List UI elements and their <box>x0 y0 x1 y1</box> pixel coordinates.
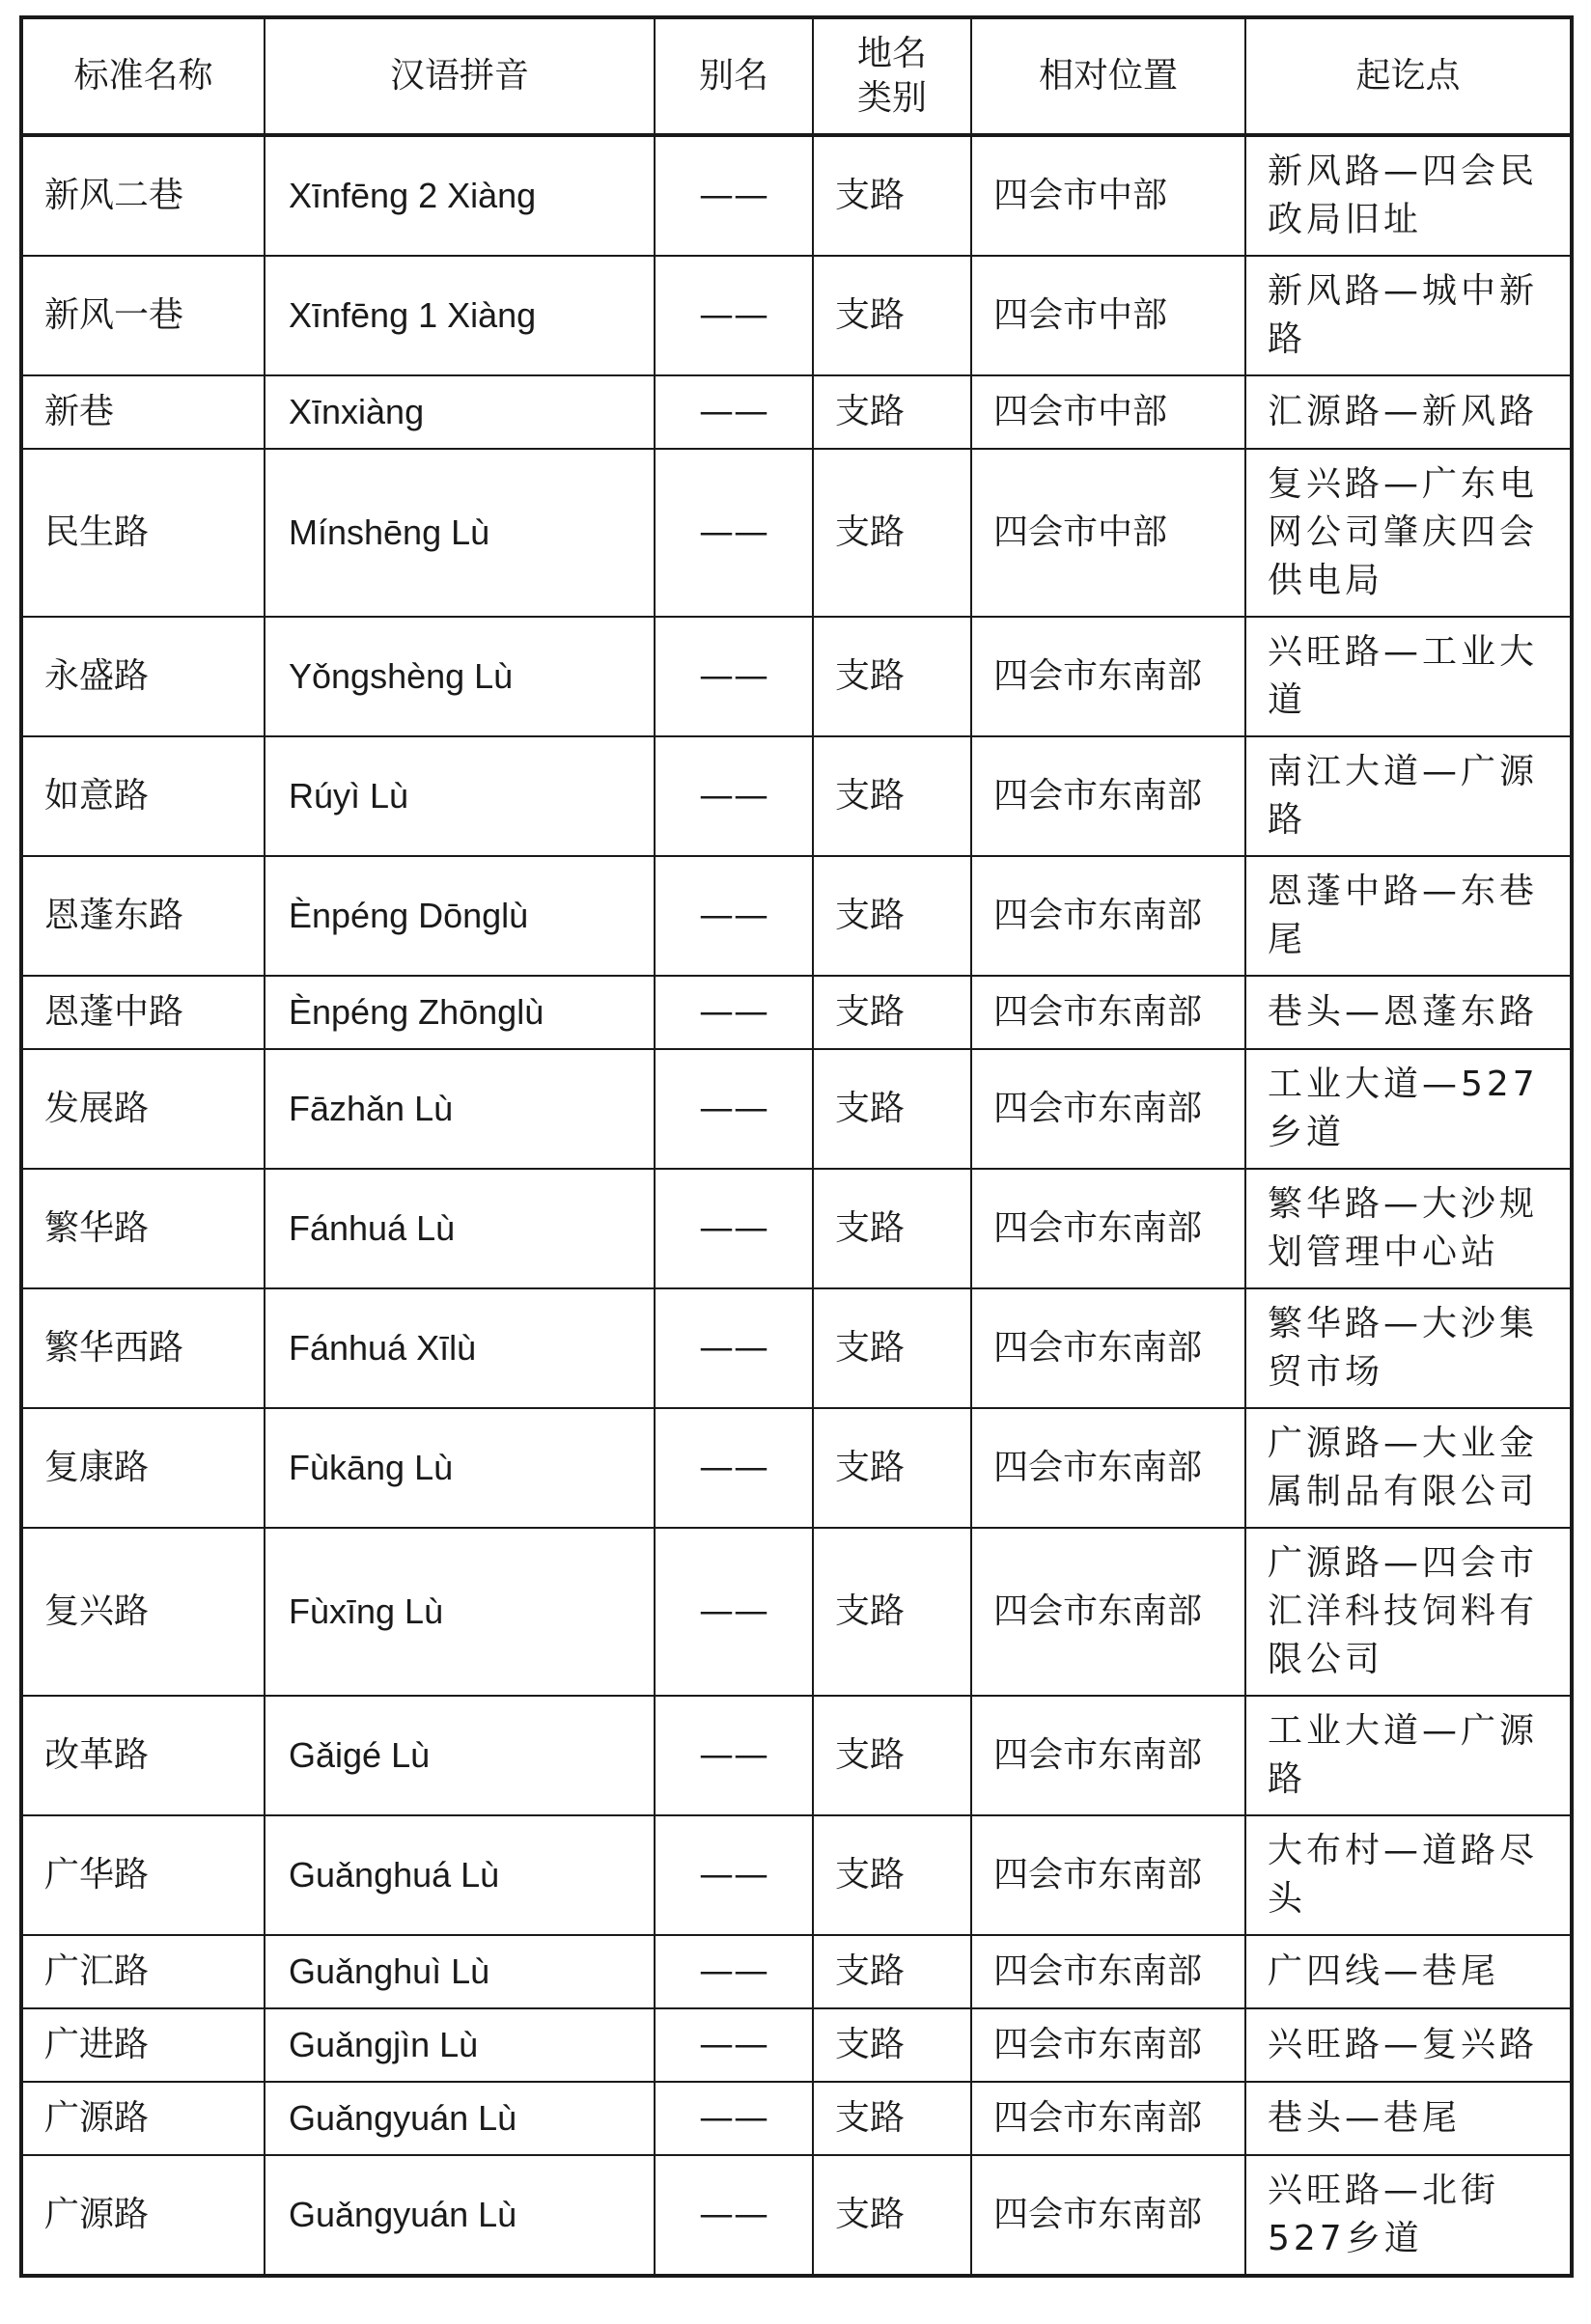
cell-standard-name: 新巷 <box>21 375 265 449</box>
cell-category: 支路 <box>813 1049 971 1169</box>
cell-alias: —— <box>655 1169 813 1288</box>
cell-position: 四会市东南部 <box>971 856 1245 976</box>
header-pinyin: 汉语拼音 <box>265 17 655 135</box>
cell-range: 巷头—巷尾 <box>1245 2082 1572 2155</box>
cell-alias: —— <box>655 856 813 976</box>
cell-category: 支路 <box>813 1815 971 1935</box>
cell-position: 四会市中部 <box>971 449 1245 617</box>
cell-alias: —— <box>655 256 813 375</box>
cell-range: 广源路—大业金属制品有限公司 <box>1245 1408 1572 1528</box>
cell-range: 新风路—城中新路 <box>1245 256 1572 375</box>
cell-position: 四会市中部 <box>971 256 1245 375</box>
cell-position: 四会市东南部 <box>971 1815 1245 1935</box>
cell-pinyin: Fāzhǎn Lù <box>265 1049 655 1169</box>
cell-category: 支路 <box>813 2155 971 2276</box>
table-row <box>21 135 1572 256</box>
cell-alias: —— <box>655 1696 813 1815</box>
cell-range: 复兴路—广东电网公司肇庆四会供电局 <box>1245 449 1572 617</box>
cell-alias: —— <box>655 976 813 1049</box>
cell-range: 兴旺路—北街527乡道 <box>1245 2155 1572 2276</box>
cell-position: 四会市东南部 <box>971 1935 1245 2008</box>
header-alias: 别名 <box>655 17 813 135</box>
cell-position: 四会市东南部 <box>971 2155 1245 2276</box>
cell-standard-name: 永盛路 <box>21 617 265 736</box>
table-row <box>21 1288 1572 1408</box>
cell-pinyin: Guǎngyuán Lù <box>265 2082 655 2155</box>
cell-standard-name: 恩蓬东路 <box>21 856 265 976</box>
cell-pinyin: Rúyì Lù <box>265 736 655 856</box>
cell-category: 支路 <box>813 256 971 375</box>
cell-range: 恩蓬中路—东巷尾 <box>1245 856 1572 976</box>
cell-position: 四会市东南部 <box>971 1169 1245 1288</box>
cell-range: 工业大道—527乡道 <box>1245 1049 1572 1169</box>
cell-standard-name: 新风一巷 <box>21 256 265 375</box>
cell-position: 四会市东南部 <box>971 1528 1245 1696</box>
cell-pinyin: Mínshēng Lù <box>265 449 655 617</box>
header-standard-name: 标准名称 <box>21 17 265 135</box>
table-row <box>21 617 1572 736</box>
cell-category: 支路 <box>813 1935 971 2008</box>
cell-standard-name: 改革路 <box>21 1696 265 1815</box>
header-category: 地名 类别 <box>813 17 971 135</box>
cell-pinyin: Xīnfēng 1 Xiàng <box>265 256 655 375</box>
cell-range: 南江大道—广源路 <box>1245 736 1572 856</box>
table-row <box>21 1049 1572 1169</box>
cell-alias: —— <box>655 1815 813 1935</box>
table-row <box>21 976 1572 1049</box>
cell-range: 广源路—四会市汇洋科技饲料有限公司 <box>1245 1528 1572 1696</box>
cell-category: 支路 <box>813 976 971 1049</box>
cell-standard-name: 广源路 <box>21 2082 265 2155</box>
cell-alias: —— <box>655 1288 813 1408</box>
table-body <box>21 135 1572 2276</box>
cell-alias: —— <box>655 2155 813 2276</box>
table-row <box>21 736 1572 856</box>
cell-standard-name: 发展路 <box>21 1049 265 1169</box>
cell-pinyin: Fánhuá Lù <box>265 1169 655 1288</box>
cell-range: 大布村—道路尽头 <box>1245 1815 1572 1935</box>
cell-standard-name: 繁华西路 <box>21 1288 265 1408</box>
cell-standard-name: 复兴路 <box>21 1528 265 1696</box>
cell-position: 四会市东南部 <box>971 617 1245 736</box>
table-row <box>21 856 1572 976</box>
cell-standard-name: 复康路 <box>21 1408 265 1528</box>
cell-range: 汇源路—新风路 <box>1245 375 1572 449</box>
header-range: 起讫点 <box>1245 17 1572 135</box>
cell-range: 繁华路—大沙集贸市场 <box>1245 1288 1572 1408</box>
cell-standard-name: 恩蓬中路 <box>21 976 265 1049</box>
cell-alias: —— <box>655 1408 813 1528</box>
cell-standard-name: 广进路 <box>21 2008 265 2082</box>
cell-category: 支路 <box>813 856 971 976</box>
cell-pinyin: Guǎnghuá Lù <box>265 1815 655 1935</box>
cell-alias: —— <box>655 617 813 736</box>
cell-alias: —— <box>655 449 813 617</box>
cell-pinyin: Ènpéng Dōnglù <box>265 856 655 976</box>
cell-category: 支路 <box>813 1528 971 1696</box>
cell-alias: —— <box>655 736 813 856</box>
table-row <box>21 1815 1572 1935</box>
cell-category: 支路 <box>813 375 971 449</box>
cell-range: 兴旺路—复兴路 <box>1245 2008 1572 2082</box>
cell-alias: —— <box>655 2082 813 2155</box>
cell-alias: —— <box>655 375 813 449</box>
cell-standard-name: 广华路 <box>21 1815 265 1935</box>
cell-standard-name: 广汇路 <box>21 1935 265 2008</box>
header-row <box>21 17 1572 135</box>
cell-pinyin: Guǎngyuán Lù <box>265 2155 655 2276</box>
cell-category: 支路 <box>813 1169 971 1288</box>
cell-category: 支路 <box>813 736 971 856</box>
cell-pinyin: Fùxīng Lù <box>265 1528 655 1696</box>
cell-pinyin: Guǎnghuì Lù <box>265 1935 655 2008</box>
table-row <box>21 1696 1572 1815</box>
table-row <box>21 256 1572 375</box>
table-row <box>21 2155 1572 2276</box>
cell-standard-name: 广源路 <box>21 2155 265 2276</box>
cell-pinyin: Ènpéng Zhōnglù <box>265 976 655 1049</box>
cell-position: 四会市东南部 <box>971 736 1245 856</box>
table-row <box>21 1528 1572 1696</box>
cell-alias: —— <box>655 2008 813 2082</box>
table-row <box>21 1408 1572 1528</box>
cell-alias: —— <box>655 1049 813 1169</box>
cell-category: 支路 <box>813 135 971 256</box>
table-row <box>21 375 1572 449</box>
cell-range: 繁华路—大沙规划管理中心站 <box>1245 1169 1572 1288</box>
cell-position: 四会市东南部 <box>971 1696 1245 1815</box>
table-row <box>21 2008 1572 2082</box>
cell-position: 四会市中部 <box>971 375 1245 449</box>
table-row <box>21 2082 1572 2155</box>
table-header <box>21 17 1572 135</box>
cell-range: 兴旺路—工业大道 <box>1245 617 1572 736</box>
place-name-table <box>19 15 1574 2278</box>
cell-range: 巷头—恩蓬东路 <box>1245 976 1572 1049</box>
table-row <box>21 449 1572 617</box>
cell-category: 支路 <box>813 1408 971 1528</box>
cell-alias: —— <box>655 1528 813 1696</box>
cell-standard-name: 民生路 <box>21 449 265 617</box>
cell-pinyin: Fùkāng Lù <box>265 1408 655 1528</box>
cell-position: 四会市东南部 <box>971 976 1245 1049</box>
cell-position: 四会市东南部 <box>971 1288 1245 1408</box>
cell-standard-name: 如意路 <box>21 736 265 856</box>
cell-position: 四会市东南部 <box>971 2082 1245 2155</box>
cell-range: 工业大道—广源路 <box>1245 1696 1572 1815</box>
cell-category: 支路 <box>813 2082 971 2155</box>
cell-category: 支路 <box>813 449 971 617</box>
cell-standard-name: 新风二巷 <box>21 135 265 256</box>
cell-alias: —— <box>655 135 813 256</box>
cell-category: 支路 <box>813 2008 971 2082</box>
cell-alias: —— <box>655 1935 813 2008</box>
cell-standard-name: 繁华路 <box>21 1169 265 1288</box>
header-position: 相对位置 <box>971 17 1245 135</box>
place-name-table-container <box>19 15 1570 2278</box>
table-row <box>21 1935 1572 2008</box>
cell-pinyin: Fánhuá Xīlù <box>265 1288 655 1408</box>
cell-position: 四会市东南部 <box>971 1408 1245 1528</box>
cell-position: 四会市中部 <box>971 135 1245 256</box>
cell-position: 四会市东南部 <box>971 2008 1245 2082</box>
cell-pinyin: Xīnxiàng <box>265 375 655 449</box>
cell-pinyin: Gǎigé Lù <box>265 1696 655 1815</box>
cell-range: 广四线—巷尾 <box>1245 1935 1572 2008</box>
cell-pinyin: Yǒngshèng Lù <box>265 617 655 736</box>
cell-category: 支路 <box>813 1696 971 1815</box>
cell-position: 四会市东南部 <box>971 1049 1245 1169</box>
cell-range: 新风路—四会民政局旧址 <box>1245 135 1572 256</box>
cell-pinyin: Guǎngjìn Lù <box>265 2008 655 2082</box>
table-row <box>21 1169 1572 1288</box>
cell-pinyin: Xīnfēng 2 Xiàng <box>265 135 655 256</box>
cell-category: 支路 <box>813 617 971 736</box>
cell-category: 支路 <box>813 1288 971 1408</box>
